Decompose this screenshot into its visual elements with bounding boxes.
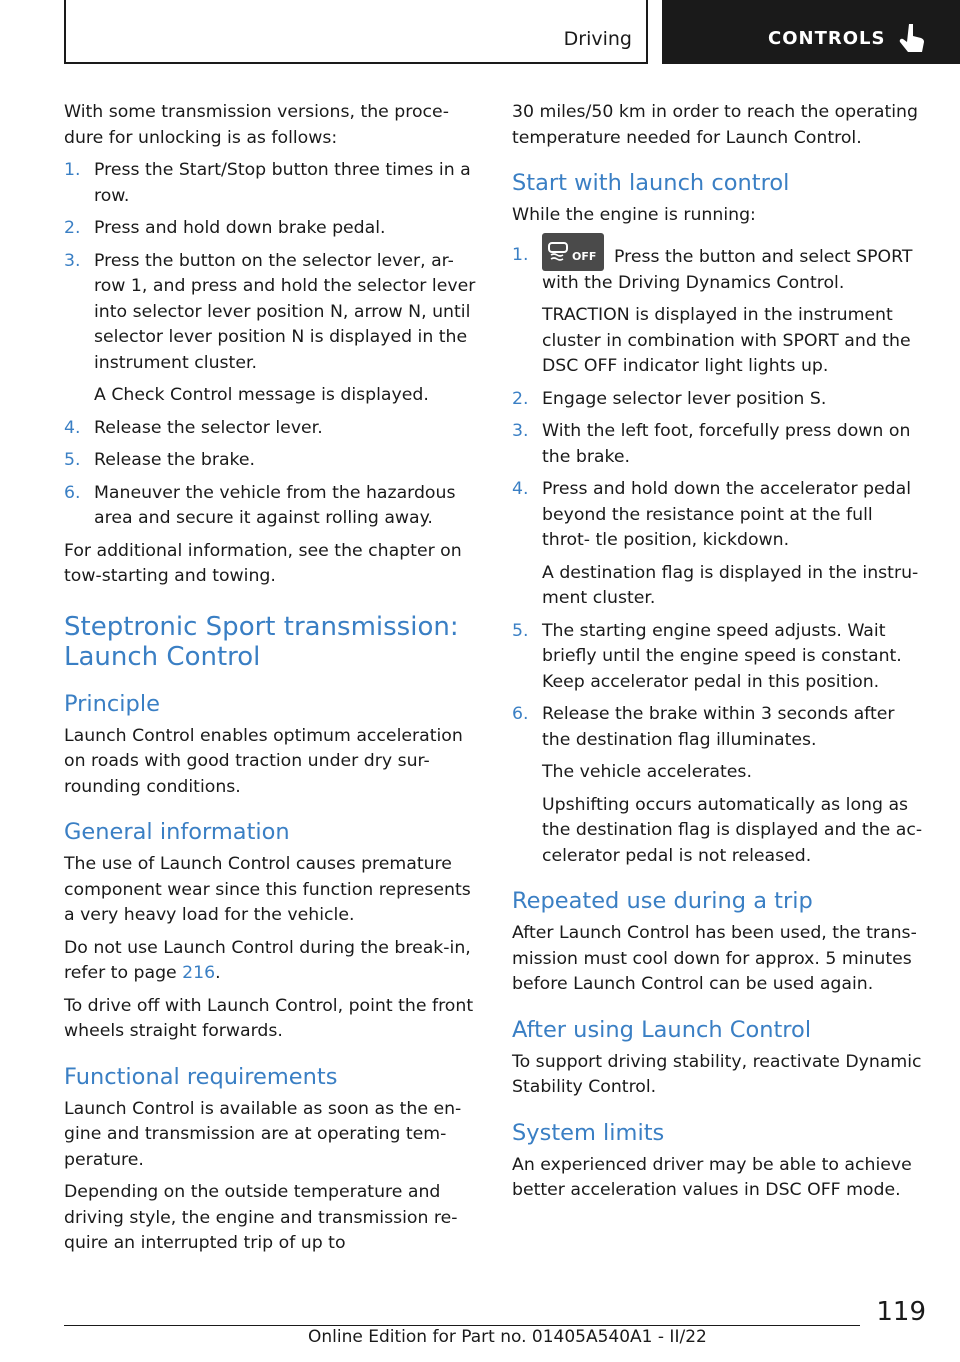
- car-skid-icon: [546, 239, 570, 263]
- footer-divider: [64, 1325, 860, 1326]
- start-launch-heading: Start with launch control: [512, 170, 790, 196]
- list-item: 3. Press the button on the selector lever, ar- row 1, and press and hold the selector lever into selector lever position N, arrow N, until selector lever position N is displayed in the instrument cluster. A Check Control message is displayed.: [64, 249, 478, 409]
- list-item-note: The vehicle accelerates.: [542, 762, 752, 782]
- list-item-note: A destination flag is displayed in the instru- ment cluster.: [542, 562, 919, 608]
- right-column: [512, 100, 926, 1211]
- section-title: Steptronic Sport transmission: Launch Control: [64, 611, 459, 672]
- page-number: 119: [876, 1297, 926, 1327]
- general-info-heading: General information: [64, 819, 290, 845]
- continued-text: 30 miles/50 km in order to reach the operating temperature needed for Launch Control.: [512, 102, 918, 148]
- after-launch-text: To support driving stability, reactivate Dynamic Stability Control.: [512, 1051, 922, 1097]
- header-chapter-title: CONTROLS: [768, 28, 886, 49]
- tow-note: For additional information, see the chapter on tow-starting and towing.: [64, 540, 462, 586]
- header-chapter-box: [662, 0, 960, 64]
- header-section-box: [64, 0, 648, 64]
- start-intro: While the engine is running:: [512, 205, 756, 225]
- dsc-off-button-icon: OFF: [542, 233, 604, 271]
- header-section-title: Driving: [563, 28, 632, 50]
- list-item: 2. Press and hold down brake pedal.: [64, 218, 386, 238]
- page-reference-link[interactable]: 216: [182, 963, 216, 983]
- list-item: 4. Release the selector lever.: [64, 417, 323, 438]
- functional-requirements-heading: Functional requirements: [64, 1063, 338, 1090]
- list-item: 4. Press and hold down the accelerator pedal beyond the resistance point at the full throt- tle position, kickdown. A destination flag is displayed in the instru- ment cluster.: [512, 477, 926, 612]
- list-item: 6. Maneuver the vehicle from the hazardous area and secure it against rolling away.: [64, 482, 456, 528]
- list-item: 1. Press the Start/Stop button three times in a row.: [64, 160, 471, 206]
- principle-text: Launch Control enables optimum acceleration on roads with good traction under dry sur- rounding conditions.: [64, 725, 463, 797]
- launch-steps-list: [512, 243, 926, 870]
- unlock-steps-list: [64, 158, 478, 532]
- wheels-text: To drive off with Launch Control, point the front wheels straight forwards.: [64, 995, 474, 1041]
- repeated-use-heading: Repeated use during a trip: [512, 888, 813, 914]
- list-item: 6. Release the brake within 3 seconds after the destination flag illuminates. The vehicle accelerates. Upshifting occurs automatically as long as the destination flag is displayed and the ac- celerator pedal is not released.: [512, 702, 926, 869]
- left-column: [64, 100, 478, 1264]
- list-item: 3. With the left foot, forcefully press down on the brake.: [512, 421, 911, 467]
- principle-heading: Principle: [64, 690, 160, 717]
- footer-edition: Online Edition for Part no. 01405A540A1 - II/22: [308, 1327, 707, 1347]
- list-item: 2. Engage selector lever position S.: [512, 388, 827, 409]
- list-item-note: Upshifting occurs automatically as long as the destination flag is displayed and the ac- celerator pedal is not released.: [542, 794, 923, 866]
- hand-pointer-icon: [898, 22, 926, 56]
- intro-text: With some transmission versions, the proce- dure for unlocking is as follows:: [64, 102, 449, 148]
- system-limits-text: An experienced driver may be able to achieve better acceleration values in DSC OFF mode.: [512, 1154, 912, 1200]
- after-launch-heading: After using Launch Control: [512, 1016, 812, 1043]
- list-item: 1. OFF Press the button and select SPORT with the Driving Dynamics Control. TRACTION is displayed in the instrument cluster in combination with SPORT and the DSC OFF indicator light lights up.: [512, 243, 926, 380]
- temperature-text: Depending on the outside temperature and driving style, the engine and transmission re- quire an interrupted trip of up to: [64, 1182, 458, 1253]
- functional-requirements-text: Launch Control is available as soon as the en- gine and transmission are at operating tem- perature.: [64, 1098, 462, 1170]
- general-info-text: The use of Launch Control causes premature component wear since this function represents a very heavy load for the vehicle.: [64, 854, 471, 925]
- system-limits-heading: System limits: [512, 1119, 665, 1146]
- list-item-note: TRACTION is displayed in the instrument cluster in combination with SPORT and the DSC OFF indicator light lights up.: [542, 305, 911, 376]
- list-item-note: A Check Control message is displayed.: [94, 385, 429, 405]
- list-item: 5. Release the brake.: [64, 450, 256, 470]
- repeated-use-text: After Launch Control has been used, the trans- mission must cool down for approx. 5 minutes before Launch Control can be used again.: [512, 923, 917, 994]
- list-item: 5. The starting engine speed adjusts. Wait briefly until the engine speed is constant. Keep accelerator pedal in this position.: [512, 620, 902, 692]
- break-in-text: Do not use Launch Control during the break-in, refer to page 216.: [64, 937, 471, 983]
